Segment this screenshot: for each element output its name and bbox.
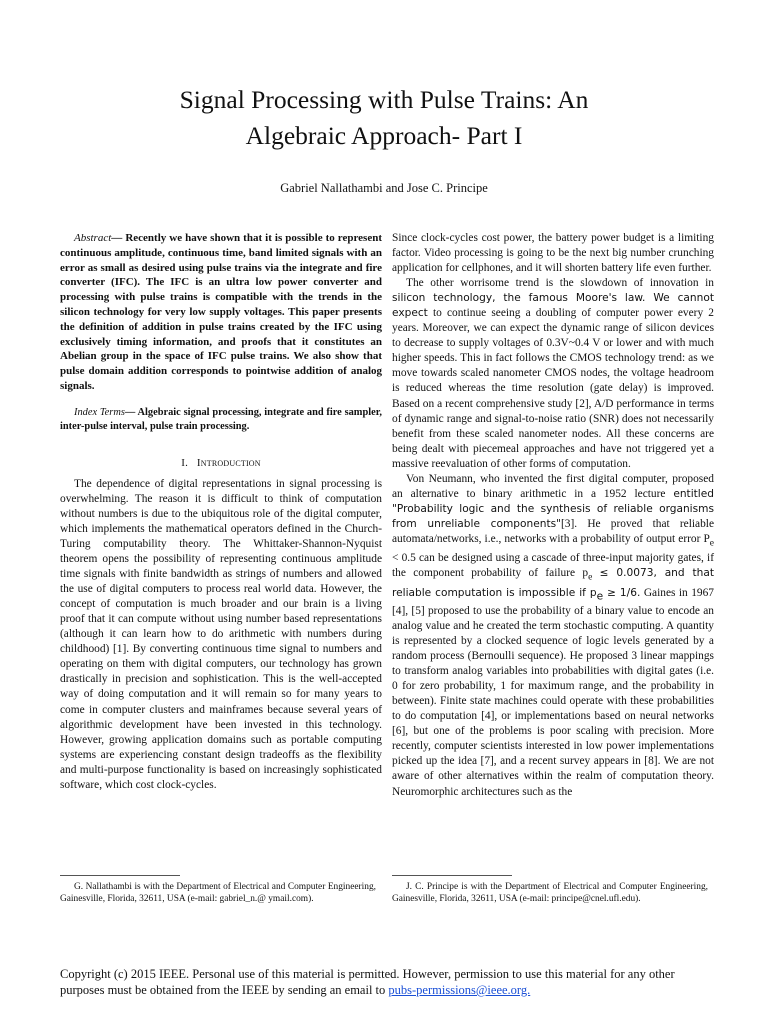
abstract	[60, 231, 382, 394]
subscript: e	[588, 572, 593, 583]
text-span: Gaines in 1967 [4], [5] proposed to use the probability of a binary value to encode an analog value and he created the term stochastic computing. A quantity is represented by a clocked sequence of logic levels generated by a random process (Bernoulli sequence). He proposed 3 linear mappings to transform analog variables into probabilities with digital gates (i.e. 0 for zero probability, 1 for maximum range, and the probability in between). Finite state machines could operate with these probabilities to do computation [4], or implementations based on neural networks [6], but one of the problems is poor scaling with precision. More recently, computer scientists interested in low power implementations picked up the idea [7], and a recent survey appears in [8]. We are not aware of other alternatives within the realm of computation theory. Neuromorphic architectures such as the	[392, 586, 714, 798]
section-number: I.	[181, 456, 189, 469]
paper-title-line-1: Signal Processing with Pulse Trains: An	[179, 85, 589, 114]
subscript: e	[596, 589, 604, 602]
index-terms-label: Index Terms	[74, 406, 125, 418]
text-span-sans: ≥ 1/6.	[603, 586, 641, 599]
intro-paragraph-1: The dependence of digital representations in signal processing is overwhelming. The reason it is difficult to think of computation without numbers is due to the ubiquitous role of the digital computer, which implements the mathematical operators defined in the Church-Turing computability theory. The Whittaker-Shannon-Nyquist theorem opens the possibility of representing continuous amplitude time signals with finite bandwidth as strings of numbers and allowed the use of digital computers to process real world data. However, the concept of computation is much broader and our brain is a living proof that it can compute without using number based representations (although it can learn how to do arithmetic with numbers during childhood) [1]. By converting continuous time signal to numbers and operating on them with digital computers, our technology has grown drastically in precision and sophistication. This is the well-accepted way of doing computation and it will remain so for many years to come in computer clusters and mainframes because several years of algorithmic development have been invested in this technology. However, growing application domains such as portable computing systems are experiencing constant design tradeoffs as the flexibility and multi-purpose functionality is based on increasingly sophisticated software, which cost clock-cycles.	[60, 477, 382, 791]
right-column	[392, 231, 714, 800]
text-span-sans: silicon technology, the famous Moore's law. We cannot expect	[392, 292, 714, 320]
copyright-notice	[60, 966, 720, 998]
permissions-email-link[interactable]: pubs-permissions@ieee.org.	[388, 983, 531, 997]
left-column	[60, 231, 382, 793]
text-span	[592, 567, 599, 579]
section-heading-introduction	[60, 456, 382, 471]
body-paragraph-von-neumann	[392, 472, 714, 800]
footnote-right	[392, 882, 708, 905]
index-terms-text: Algebraic signal processing, integrate and fire sampler, inter-pulse interval, pulse train processing.	[60, 406, 382, 432]
footnote-author-2: J. C. Principe is with the Department of Electrical and Computer Engineering, Gainesville, Florida, 32611, USA (e-mail: principe@cnel.ufl.edu).	[392, 882, 708, 904]
text-span: < 0.5 can be designed using a cascade of three-input majority gates, if the component probability of failure p	[392, 552, 714, 580]
index-terms-dash: —	[124, 406, 138, 418]
footnote-author-1: G. Nallathambi is with the Department of Electrical and Computer Engineering, Gainesville, Florida, 32611, USA (e-mail: gabriel_n.@ ymail.com).	[60, 882, 376, 904]
body-paragraph-moores-law	[392, 276, 714, 472]
copyright-text: Copyright (c) 2015 IEEE. Personal use of this material is permitted. However, permission to use this material for any other purposes must be obtained from the IEEE by sending an email to	[60, 967, 675, 997]
paper-authors: Gabriel Nallathambi and Jose C. Principe	[280, 181, 488, 195]
section-title: Introduction	[196, 456, 261, 469]
footnote-rule-left	[60, 875, 180, 876]
abstract-dash: —	[111, 232, 126, 244]
footnote-rule-right	[392, 875, 512, 876]
footnote-left	[60, 882, 376, 905]
text-span-sans: entitled "Probability logic and the synthesis of reliable organisms from unreliable components"	[392, 487, 714, 530]
paper-title-line-2: Algebraic Approach- Part I	[245, 121, 523, 150]
text-span: to continue seeing a doubling of computer power every 2 years. Moreover, we can expect the dynamic range of silicon devices to decrease to supply voltages of 0.3V~0.4 V or lower and with much higher speeds. This in fact follows the CMOS technology trend: as we move towards scaled nanometer CMOS nodes, the voltage headroom is reduced whereas the time resolution (gate delay) is improved. Based on a recent comprehensive study [2], A/D performance in terms of dynamic range and signal-to-noise ratio (SNR) does not necessarily benefit from these scaled nanometer nodes. All these concerns are being dealt with piecemeal approaches and have not triggered yet a massive reevaluation of other forms of computation.	[392, 307, 714, 470]
abstract-label: Abstract	[74, 232, 112, 244]
text-span: [3]. He proved that reliable automata/networks, i.e., networks with a probability of output error P	[392, 517, 715, 545]
paper-title	[60, 82, 708, 154]
index-terms	[60, 406, 382, 434]
text-span-sans: ≤ 0.0073, and that reliable computation is impossible if p	[392, 567, 714, 599]
text-span: The other worrisome trend is the slowdown of innovation in	[406, 277, 714, 290]
subscript: e	[709, 538, 714, 549]
abstract-text: Recently we have shown that it is possible to represent continuous amplitude, continuous time, band limited signals with an error as small as desired using pulse trains via the integrate and fire converter (IFC). The IFC is an ultra low power converter and processing with pulse trains is compatible with the trends in the silicon technology for very low supply voltages. This paper presents the definition of addition in pulse trains created by the IFC using exclusively timing information, and proofs that it constitutes an Abelian group in the space of IFC pulse trains. We also show that pulse domain addition corresponds to pointwise addition of analog signals.	[60, 232, 382, 392]
body-paragraph-battery: Since clock-cycles cost power, the battery power budget is a limiting factor. Video processing is going to be the next big number crunching application for cellphones, and it will shorten battery life even further.	[392, 232, 714, 275]
text-span: Von Neumann, who invented the first digital computer, proposed an alternative to binary arithmetic in a 1952 lecture	[392, 472, 714, 500]
